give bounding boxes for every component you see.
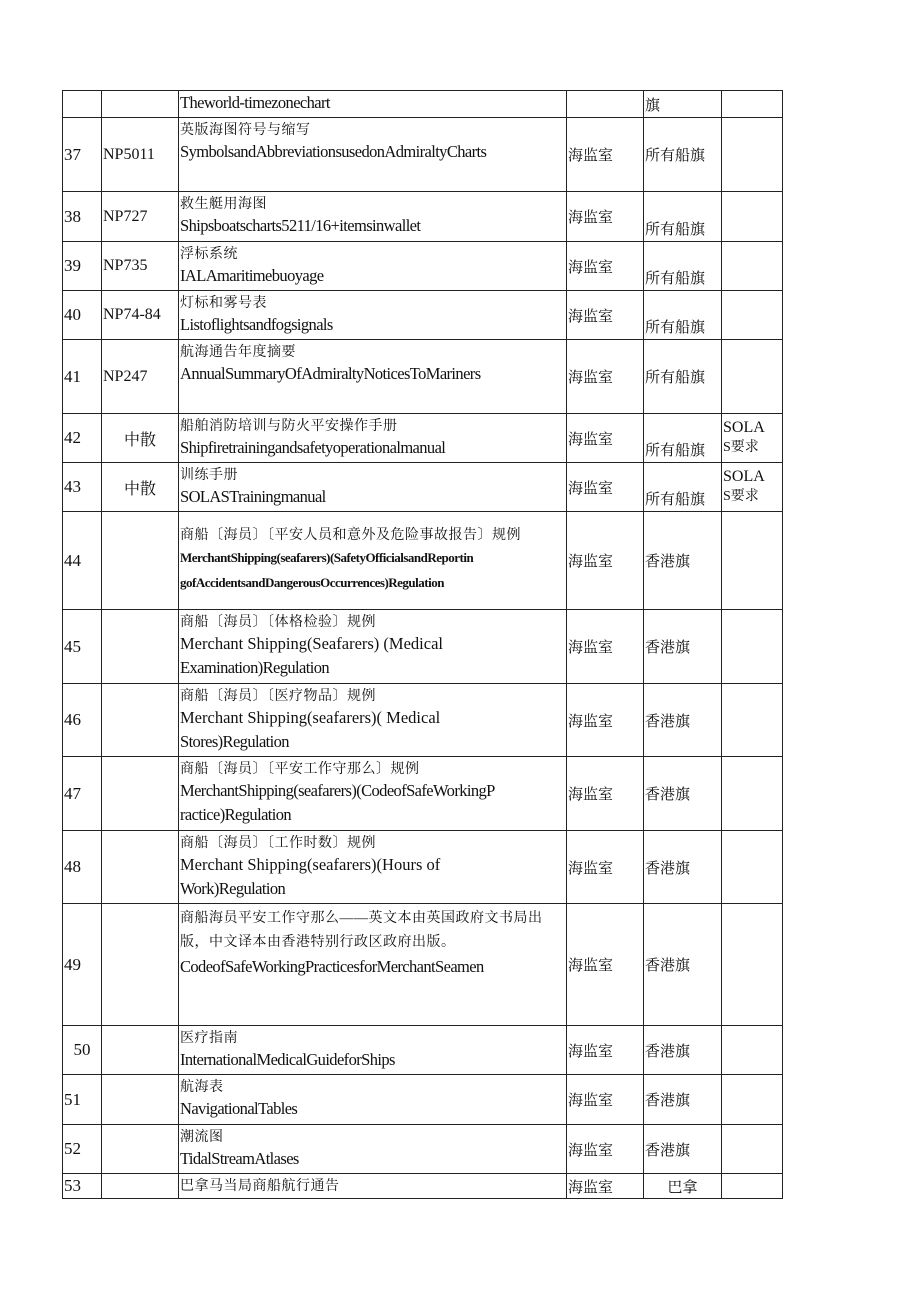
cell-no	[63, 91, 102, 118]
cell-flag: 香港旗	[644, 757, 722, 831]
table-row	[63, 463, 783, 512]
cell-note	[722, 1026, 783, 1075]
cell-flag: 所有船旗	[644, 414, 722, 463]
cell-dept: 海监室	[567, 340, 644, 414]
title-en-line-1: Merchant Shipping(seafarers)(Hours of	[180, 854, 441, 874]
cell-no: 53	[63, 1174, 102, 1199]
table-row	[63, 242, 783, 291]
cell-title	[179, 1075, 567, 1125]
cell-dept: 海监室	[567, 1174, 644, 1199]
title-cn: 商船〔海员〕〔平安人员和意外及危险事故报告〕规例	[180, 528, 521, 543]
cell-code: 中散	[102, 414, 179, 463]
cell-title	[179, 1026, 567, 1075]
cell-code	[102, 512, 179, 610]
cell-note	[722, 414, 783, 463]
cell-note	[722, 684, 783, 757]
cell-no: 47	[63, 757, 102, 831]
title-en-line-2: ractice)Regulation	[180, 805, 292, 824]
table-row	[63, 757, 783, 831]
cell-code	[102, 1174, 179, 1199]
title-cn-line-1: 商船海员平安工作守那么——英文本由英国政府文书局出	[180, 910, 543, 926]
cell-code	[102, 757, 179, 831]
cell-no: 43	[63, 463, 102, 512]
cell-no: 49	[63, 904, 102, 1026]
cell-flag: 旗	[644, 91, 722, 118]
title-cn: 训练手册	[180, 467, 238, 483]
cell-dept: 海监室	[567, 512, 644, 610]
cell-flag: 所有船旗	[644, 340, 722, 414]
cell-flag: 巴拿	[644, 1174, 722, 1199]
document-table	[62, 90, 783, 1199]
cell-dept: 海监室	[567, 831, 644, 904]
table-row	[63, 1125, 783, 1174]
table-row	[63, 512, 783, 610]
cell-dept	[567, 91, 644, 118]
cell-dept: 海监室	[567, 1125, 644, 1174]
cell-title	[179, 512, 567, 610]
title-en: TidalStreamAtlases	[180, 1148, 299, 1168]
title-cn: 商船〔海员〕〔平安工作守那么〕规例	[180, 762, 420, 777]
cell-no: 50	[63, 1026, 102, 1075]
cell-title	[179, 192, 567, 242]
cell-no: 51	[63, 1075, 102, 1125]
title-cn: 商船〔海员〕〔工作时数〕规例	[180, 835, 376, 851]
table-row	[63, 1075, 783, 1125]
title-cn: 医疗指南	[180, 1030, 238, 1046]
cell-title	[179, 610, 567, 684]
cell-note	[722, 831, 783, 904]
cell-note	[722, 1125, 783, 1174]
title-cn: 航海表	[180, 1080, 224, 1095]
cell-title	[179, 684, 567, 757]
title-cn: 潮流图	[180, 1129, 224, 1145]
cell-title	[179, 904, 567, 1026]
cell-title	[179, 757, 567, 831]
cell-title	[179, 463, 567, 512]
note-line-2: S要求	[723, 440, 759, 455]
title-en: InternationalMedicalGuideforShips	[180, 1049, 395, 1069]
cell-title	[179, 242, 567, 291]
cell-no: 48	[63, 831, 102, 904]
title-en: NavigationalTables	[180, 1099, 298, 1118]
cell-flag: 所有船旗	[644, 192, 722, 242]
table-row	[63, 340, 783, 414]
cell-code: 中散	[102, 463, 179, 512]
title-cn-line-2: 版，中文译本由香港特别行政区政府出版。	[180, 934, 456, 950]
title-en: CodeofSafeWorkingPracticesforMerchantSeamen	[180, 956, 484, 976]
cell-title	[179, 1125, 567, 1174]
table-row	[63, 904, 783, 1026]
title-en-line-2: Examination)Regulation	[180, 658, 330, 677]
cell-note	[722, 610, 783, 684]
note-line-1: SOLA	[723, 419, 765, 436]
cell-no: 39	[63, 242, 102, 291]
title-en: Shipsboatscharts5211/16+itemsinwallet	[180, 216, 421, 235]
cell-dept: 海监室	[567, 192, 644, 242]
cell-title	[179, 414, 567, 463]
cell-dept: 海监室	[567, 291, 644, 340]
title-en: SymbolsandAbbreviationsusedonAdmiraltyCharts	[180, 142, 487, 161]
cell-dept: 海监室	[567, 1075, 644, 1125]
title-en-line-1: Merchant Shipping(seafarers)( Medical	[180, 707, 441, 727]
cell-code	[102, 904, 179, 1026]
cell-flag: 所有船旗	[644, 118, 722, 192]
title-cn: 浮标系统	[180, 246, 238, 262]
cell-no: 37	[63, 118, 102, 192]
cell-dept: 海监室	[567, 684, 644, 757]
title-en-line-2: Work)Regulation	[180, 878, 286, 898]
title-cn: 商船〔海员〕〔医疗物品〕规例	[180, 688, 376, 704]
cell-note	[722, 91, 783, 118]
cell-code: NP247	[102, 340, 179, 414]
cell-title	[179, 831, 567, 904]
title-en: Listoflightsandfogsignals	[180, 314, 333, 334]
title-en: Shipfiretrainingandsafetyoperationalmanual	[180, 437, 446, 457]
title-en: Theworld-timezonechart	[180, 93, 330, 112]
cell-note	[722, 340, 783, 414]
cell-note	[722, 242, 783, 291]
title-cn: 英版海图符号与缩写	[180, 123, 311, 138]
cell-dept: 海监室	[567, 463, 644, 512]
note-line-1: SOLA	[723, 468, 765, 485]
cell-flag: 香港旗	[644, 684, 722, 757]
cell-note	[722, 118, 783, 192]
cell-no: 41	[63, 340, 102, 414]
table-row	[63, 831, 783, 904]
title-en-line-2: gofAccidentsandDangerousOccurrences)Regulation	[180, 575, 444, 590]
cell-flag: 香港旗	[644, 1075, 722, 1125]
table-row	[63, 91, 783, 118]
cell-no: 52	[63, 1125, 102, 1174]
table-row	[63, 1174, 783, 1199]
cell-note	[722, 1075, 783, 1125]
cell-no: 38	[63, 192, 102, 242]
cell-flag: 香港旗	[644, 512, 722, 610]
cell-dept: 海监室	[567, 118, 644, 192]
cell-no: 46	[63, 684, 102, 757]
cell-flag: 所有船旗	[644, 291, 722, 340]
cell-code	[102, 1125, 179, 1174]
cell-title	[179, 291, 567, 340]
cell-code	[102, 1026, 179, 1075]
cell-dept: 海监室	[567, 1026, 644, 1075]
cell-note	[722, 291, 783, 340]
cell-flag: 所有船旗	[644, 242, 722, 291]
cell-note	[722, 512, 783, 610]
cell-no: 42	[63, 414, 102, 463]
title-cn: 航海通告年度摘要	[180, 345, 296, 360]
title-cn: 救生艇用海图	[180, 197, 267, 212]
cell-title	[179, 91, 567, 118]
cell-code	[102, 831, 179, 904]
cell-flag: 香港旗	[644, 904, 722, 1026]
title-en: SOLASTrainingmanual	[180, 486, 326, 506]
cell-note	[722, 192, 783, 242]
cell-title	[179, 340, 567, 414]
title-en-line-1: MerchantShipping(seafarers)(SafetyOfficialsandReportin	[180, 550, 474, 565]
cell-code: NP5011	[102, 118, 179, 192]
cell-code	[102, 91, 179, 118]
cell-flag: 所有船旗	[644, 463, 722, 512]
cell-code: NP735	[102, 242, 179, 291]
title-cn: 船舶消防培训与防火平安操作手册	[180, 418, 398, 434]
title-en-line-2: Stores)Regulation	[180, 731, 289, 751]
cell-no: 44	[63, 512, 102, 610]
title-en: AnnualSummaryOfAdmiraltyNoticesToMariners	[180, 364, 481, 383]
cell-flag: 香港旗	[644, 1125, 722, 1174]
title-cn: 灯标和雾号表	[180, 295, 267, 311]
cell-dept: 海监室	[567, 242, 644, 291]
cell-note	[722, 757, 783, 831]
title-cn: 巴拿马当局商船航行通告	[180, 1178, 340, 1194]
cell-flag: 香港旗	[644, 610, 722, 684]
cell-note	[722, 463, 783, 512]
cell-code	[102, 684, 179, 757]
cell-code	[102, 1075, 179, 1125]
cell-dept: 海监室	[567, 757, 644, 831]
table-row	[63, 118, 783, 192]
cell-code	[102, 610, 179, 684]
table-row	[63, 610, 783, 684]
cell-no: 45	[63, 610, 102, 684]
note-line-2: S要求	[723, 489, 759, 504]
table-row	[63, 192, 783, 242]
title-cn: 商船〔海员〕〔体格检验〕规例	[180, 615, 376, 630]
table-row	[63, 1026, 783, 1075]
table-row	[63, 291, 783, 340]
title-en-line-1: MerchantShipping(seafarers)(CodeofSafeWorkingP	[180, 781, 495, 800]
table-row	[63, 414, 783, 463]
cell-dept: 海监室	[567, 610, 644, 684]
cell-note	[722, 904, 783, 1026]
cell-dept: 海监室	[567, 414, 644, 463]
cell-flag: 香港旗	[644, 1026, 722, 1075]
cell-no: 40	[63, 291, 102, 340]
cell-note	[722, 1174, 783, 1199]
table-row	[63, 684, 783, 757]
cell-code: NP74-84	[102, 291, 179, 340]
cell-dept: 海监室	[567, 904, 644, 1026]
cell-title	[179, 1174, 567, 1199]
cell-flag: 香港旗	[644, 831, 722, 904]
title-en-line-1: Merchant Shipping(Seafarers) (Medical	[180, 634, 443, 653]
cell-code: NP727	[102, 192, 179, 242]
cell-title	[179, 118, 567, 192]
title-en: IALAmaritimebuoyage	[180, 265, 324, 285]
